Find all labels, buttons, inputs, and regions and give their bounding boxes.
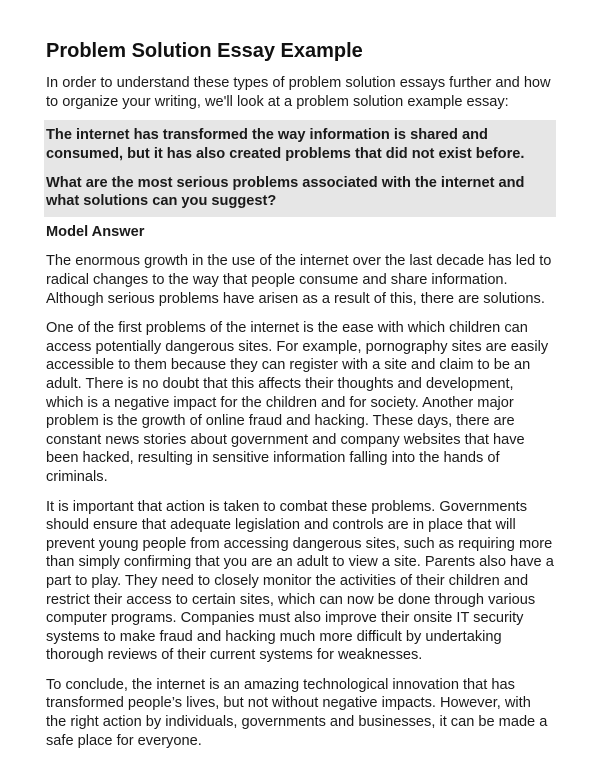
essay-paragraph-problems: One of the first problems of the internet is the ease with which children can access potentially dangerous sites. For example, pornography sites are easily accessible to them because they can register with a site and claim to be an adult. There is no doubt that this affects their thoughts and development, which is a negative impact for the children and for society. Another major problem is the growth of online fraud and hacking. These days, there are constant news stories about government and company websites that have been hacked, resulting in sensitive information falling into the hands of criminals. bbox=[46, 320, 549, 485]
prompt-question: What are the most serious problems associated with the internet and what solutions can you suggest? bbox=[46, 175, 525, 210]
prompt-statement: The internet has transformed the way information is shared and consumed, but it has also created problems that did not exist before. bbox=[46, 127, 525, 162]
intro-paragraph: In order to understand these types of problem solution essays further and how to organize your writing, we'll look at a problem solution example essay: bbox=[46, 75, 551, 110]
model-answer-heading: Model Answer bbox=[46, 223, 145, 240]
essay-paragraph-conclusion: To conclude, the internet is an amazing technological innovation that has transformed people’s lives, but not without negative impacts. However, with the right action by individuals, governments and businesses, it can be made a safe place for everyone. bbox=[46, 676, 548, 749]
page-title: Problem Solution Essay Example bbox=[46, 40, 363, 62]
essay-paragraph-introduction: The enormous growth in the use of the internet over the last decade has led to radical changes to the way that people consume and share information. Although serious problems have arisen as a result of this, there are solutions. bbox=[46, 253, 552, 307]
essay-prompt-box bbox=[44, 120, 556, 217]
essay-paragraph-solutions: It is important that action is taken to combat these problems. Governments should ensure that adequate legislation and controls are in place that will prevent young people from accessing dangerous sites, such as requiring more than simply confirming that you are an adult to view a site. Parents also have a part to play. They need to closely monitor the activities of their children and restrict their access to certain sites, which can now be done through various computer programs. Companies must also improve their onsite IT security systems to make fraud and hacking much more difficult by undertaking thorough reviews of their current systems for weaknesses. bbox=[46, 498, 554, 664]
